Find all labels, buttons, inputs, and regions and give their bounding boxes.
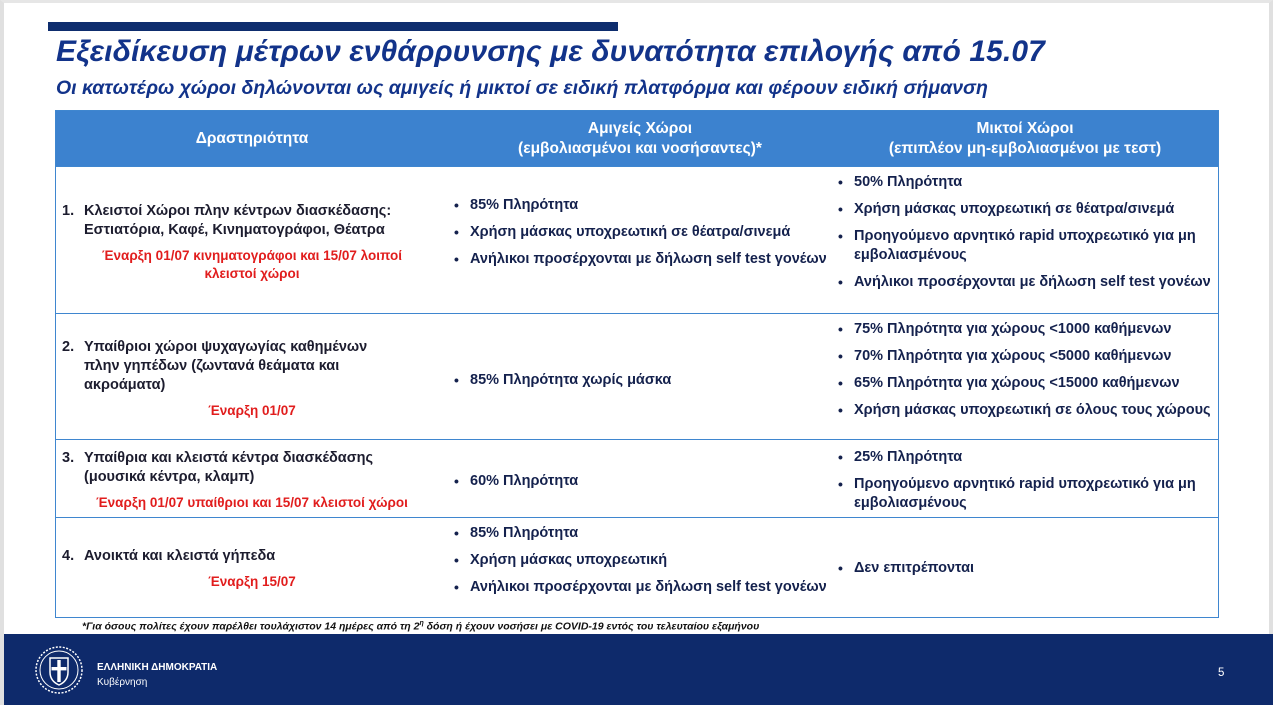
bullet-text: Χρήση μάσκας υποχρεωτική — [470, 552, 668, 568]
list-item: • 60% Πληρότητα — [454, 473, 579, 489]
mixed-bullet-list — [836, 448, 1216, 521]
list-item: • 70% Πληρότητα για χώρους <5000 καθήμενων — [838, 348, 1172, 364]
bullet-text: Ανήλικοι προσέρχονται με δήλωση self test γονέων — [470, 579, 827, 595]
activity-number: 1. — [62, 203, 75, 219]
table-row — [56, 313, 1218, 439]
header-pure-line1: Αμιγείς Χώροι — [587, 119, 693, 137]
activity-title — [62, 202, 391, 240]
start-line: Έναρξη 15/07 — [208, 574, 296, 589]
activity-title — [62, 449, 373, 487]
start-line: Έναρξη 01/07 υπαίθριοι και 15/07 κλειστοί χώροι — [96, 495, 408, 510]
title-accent-bar — [48, 22, 618, 31]
activity-title-line: Εστιατόρια, Καφέ, Κινηματογράφοι, Θέατρα — [84, 222, 385, 238]
list-item: • 85% Πληρότητα — [454, 525, 579, 541]
list-item: • Δεν επιτρέπονται — [838, 560, 975, 576]
bullet-text: Προηγούμενο αρνητικό rapid υποχρεωτικό για μη εμβολιασμένους — [854, 476, 1196, 511]
list-item: • Χρήση μάσκας υποχρεωτική σε θέατρα/σινεμά — [454, 224, 791, 240]
activity-cell — [56, 167, 448, 313]
start-line: Έναρξη 01/07 κινηματογράφοι και 15/07 λοιποί — [102, 248, 402, 263]
activity-title-line: Κλειστοί Χώροι πλην κέντρων διασκέδασης: — [84, 203, 392, 219]
activity-cell — [56, 314, 448, 439]
list-item: • 25% Πληρότητα — [838, 449, 963, 465]
government-subtitle: Κυβέρνηση — [97, 677, 148, 688]
list-item: • Ανήλικοι προσέρχονται με δήλωση self test γονέων — [454, 251, 827, 267]
mixed-cell — [832, 167, 1218, 313]
pure-bullet-list — [452, 524, 830, 605]
header-activity — [56, 111, 448, 166]
pure-bullet-list — [452, 472, 830, 499]
footnote-superscript: η — [419, 620, 424, 627]
footnote-text: *Για όσους πολίτες έχουν παρέλθει τουλάχιστον 14 ημέρες από τη 2 — [82, 620, 420, 633]
mixed-cell — [832, 518, 1218, 617]
list-item: • 85% Πληρότητα χωρίς μάσκα — [454, 372, 672, 388]
table-row — [56, 439, 1218, 517]
activity-title-line: (μουσικά κέντρα, κλαμπ) — [84, 469, 255, 485]
activity-cell — [56, 518, 448, 617]
activity-number: 2. — [62, 339, 75, 355]
bullet-text: 65% Πληρότητα για χώρους <15000 καθήμενων — [854, 375, 1180, 391]
list-item: • 50% Πληρότητα — [838, 174, 963, 190]
header-pure — [448, 111, 832, 166]
list-item: • Προηγούμενο αρνητικό rapid υποχρεωτικό για μη εμβολιασμένους — [838, 476, 1196, 511]
start-line: κλειστοί χώροι — [204, 266, 300, 281]
footer-bar — [4, 634, 1273, 705]
start-date-note — [62, 494, 442, 512]
list-item: • Ανήλικοι προσέρχονται με δήλωση self test γονέων — [838, 274, 1211, 290]
mixed-bullet-list — [836, 320, 1216, 428]
bullet-text: 70% Πληρότητα για χώρους <5000 καθήμενων — [854, 348, 1172, 364]
activity-title-line: Ανοικτά και κλειστά γήπεδα — [84, 548, 276, 564]
bullet-text: Χρήση μάσκας υποχρεωτική σε θέατρα/σινεμά — [854, 201, 1175, 217]
greek-coat-of-arms-icon — [34, 645, 84, 695]
activity-title-line: Υπαίθρια και κλειστά κέντρα διασκέδασης — [84, 450, 374, 466]
list-item: • Ανήλικοι προσέρχονται με δήλωση self test γονέων — [454, 579, 827, 595]
bullet-text: 85% Πληρότητα — [470, 197, 579, 213]
footnote-text-end: δόση ή έχουν νοσήσει με COVID-19 εντός του τελευταίου εξαμήνου — [423, 620, 760, 633]
start-date-note — [62, 573, 442, 591]
list-item: • 85% Πληρότητα — [454, 197, 579, 213]
government-name: ΕΛΛΗΝΙΚΗ ΔΗΜΟΚΡΑΤΙΑ — [97, 662, 218, 673]
activity-title-line: πλην γηπέδων (ζωντανά θεάματα και — [84, 358, 340, 374]
table-header-row — [56, 111, 1218, 166]
activity-cell — [56, 440, 448, 517]
activity-title-line: Υπαίθριοι χώροι ψυχαγωγίας καθημένων — [84, 339, 368, 355]
bullet-text: 85% Πληρότητα — [470, 525, 579, 541]
start-date-note — [62, 247, 442, 283]
slide-title: Εξειδίκευση μέτρων ενθάρρυνσης με δυνατότητα επιλογής από 15.07 — [56, 35, 1045, 68]
header-mixed — [832, 111, 1218, 166]
activity-title — [62, 547, 275, 566]
bullet-text: 60% Πληρότητα — [470, 473, 579, 489]
list-item: • Χρήση μάσκας υποχρεωτική σε θέατρα/σινεμά — [838, 201, 1175, 217]
activity-number: 3. — [62, 450, 75, 466]
slide-subtitle: Οι κατωτέρω χώροι δηλώνονται ως αμιγείς ή μικτοί σε ειδική πλατφόρμα και φέρουν ειδική σήμανση — [56, 77, 988, 99]
pure-cell — [448, 167, 832, 313]
activity-title — [62, 338, 367, 395]
start-date-note — [62, 402, 442, 420]
pure-bullet-list — [452, 196, 830, 277]
mixed-bullet-list — [836, 559, 1216, 586]
list-item: • 65% Πληρότητα για χώρους <15000 καθήμενων — [838, 375, 1180, 391]
activity-title-line: ακροάματα) — [84, 377, 166, 393]
activity-number: 4. — [62, 548, 75, 564]
bullet-text: Προηγούμενο αρνητικό rapid υποχρεωτικό για μη εμβολιασμένους — [854, 228, 1196, 263]
header-activity-label: Δραστηριότητα — [195, 129, 309, 147]
mixed-bullet-list — [836, 173, 1216, 300]
list-item: • Χρήση μάσκας υποχρεωτική σε όλους τους χώρους — [838, 402, 1211, 418]
mixed-cell — [832, 440, 1218, 517]
bullet-text: 25% Πληρότητα — [854, 449, 963, 465]
pure-cell — [448, 518, 832, 617]
pure-bullet-list — [452, 371, 830, 398]
list-item: • 75% Πληρότητα για χώρους <1000 καθήμενων — [838, 321, 1172, 337]
start-line: Έναρξη 01/07 — [208, 403, 296, 418]
pure-cell — [448, 314, 832, 439]
bullet-text: Δεν επιτρέπονται — [854, 560, 975, 576]
bullet-text: 75% Πληρότητα για χώρους <1000 καθήμενων — [854, 321, 1172, 337]
list-item: • Προηγούμενο αρνητικό rapid υποχρεωτικό για μη εμβολιασμένους — [838, 228, 1196, 263]
bullet-text: Ανήλικοι προσέρχονται με δήλωση self test γονέων — [854, 274, 1211, 290]
mixed-cell — [832, 314, 1218, 439]
table-row — [56, 517, 1218, 617]
table-row — [56, 166, 1218, 313]
header-pure-line2: (εμβολιασμένοι και νοσήσαντες)* — [518, 139, 762, 157]
measures-table — [55, 110, 1219, 618]
header-mixed-line2: (επιπλέον μη-εμβολιασμένοι με τεστ) — [888, 139, 1162, 157]
list-item: • Χρήση μάσκας υποχρεωτική — [454, 552, 668, 568]
bullet-text: Ανήλικοι προσέρχονται με δήλωση self test γονέων — [470, 251, 827, 267]
header-mixed-line1: Μικτοί Χώροι — [976, 119, 1074, 137]
bullet-text: Χρήση μάσκας υποχρεωτική σε όλους τους χώρους — [854, 402, 1211, 418]
bullet-text: 85% Πληρότητα χωρίς μάσκα — [470, 372, 672, 388]
footnote — [82, 620, 759, 633]
pure-cell — [448, 440, 832, 517]
page-number: 5 — [1218, 667, 1225, 679]
bullet-text: Χρήση μάσκας υποχρεωτική σε θέατρα/σινεμά — [470, 224, 791, 240]
bullet-text: 50% Πληρότητα — [854, 174, 963, 190]
